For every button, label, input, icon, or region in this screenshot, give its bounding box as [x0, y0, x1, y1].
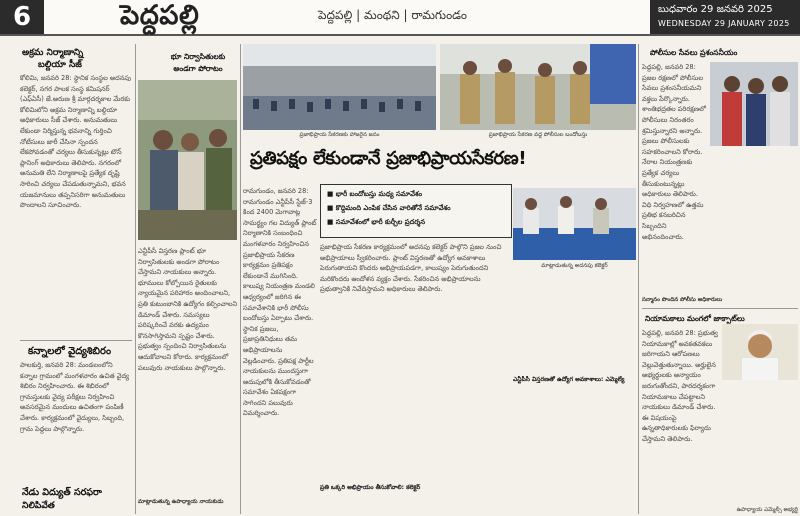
main-photo-1	[243, 44, 436, 130]
main-body-left: రామగుండం, జనవరి 28: రామగుండం ఎన్టీపీసీ స్టేజ్-3 కింద 2400 మెగావాట్ల సామర్థ్యం గల విద్యుత్ ప్లాంట్ నిర్మాణానికి సంబంధించి మంగళవారం నిర్వహించిన ప్రజాభిప్రాయ సేకరణ కార్యక్రమం ప్రతిపక్షం లేకుండానే ముగిసింది. కాలుష్య నియంత్రణ మండలి ఆధ్వర్యంలో జరిగిన ఈ సమావేశానికి భారీ పోలీసు బందోబస్తు ఏర్పాటు చేశారు. స్థానిక ప్రజలు, ప్రజాప్రతినిధులు తమ అభిప్రాయాలను వెల్లడించారు. ప్రతిపక్ష పార్టీల నాయకులను ముందస్తుగా అదుపులోకి తీసుకోవడంతో సమావేశం ఏకపక్షంగా సాగిందని పలువురు విమర్శించారు.	[243, 187, 317, 418]
col1-divider	[20, 340, 132, 341]
col2-headline-line2: అండగా పోరాటం	[173, 64, 223, 73]
edition-title: పెద్దపల్లి	[120, 0, 200, 31]
date-telugu: బుధవారం 29 జనవరి 2025	[658, 4, 773, 15]
police-photo-image	[440, 44, 636, 130]
subsection-title: ఎన్టీపీసీ విస్తరణతో ఉద్యోగ అవకాశాలు: ఎమ్మెల్యే	[513, 376, 625, 383]
col1-story2-headline: కన్నాలలో వైద్యశిబిరం	[28, 346, 112, 357]
main-photo-1-caption: ప్రజాభిప్రాయ సేకరణకు హాజరైన జనం	[299, 132, 380, 138]
col4-story2-body: పెద్దపల్లి, జనవరి 28: ప్రభుత్వ నియామకాల్లో అవకతవకలు జరిగాయని ఆరోపణలు వెల్లువెత్తుతున్నాయి. అర్హులైన అభ్యర్థులకు అన్యాయం జరుగుతోందని, పారదర్శకంగా నియామకాలు చేపట్టాలని నాయకులు డిమాండ్ చేశారు. ఈ విషయంపై ఉన్నతాధికారులకు ఫిర్యాదు చేస్తామని తెలిపారు.	[642, 329, 718, 443]
column-divider	[135, 44, 136, 514]
column-divider-3	[638, 44, 639, 514]
award-photo-image	[710, 62, 798, 146]
col1-story3-headline: నేడు విద్యుత్ సరఫరా	[22, 487, 102, 498]
date-english: WEDNESDAY 29 JANUARY 2025	[658, 19, 790, 28]
col4-story1-body: పెద్దపల్లి, జనవరి 28: ప్రజల రక్షణలో పోలీసుల సేవలు ప్రశంసనీయమని వక్తలు పేర్కొన్నారు. శాంతిభద్రతల పరిరక్షణలో పోలీసులు నిరంతరం శ్రమిస్తున్నారని అన్నారు. ప్రజలు పోలీసులకు సహకరించాలని కోరారు. నేరాల నియంత్రణకు ప్రత్యేక చర్యలు తీసుకుంటున్నట్లు అధికారులు తెలిపారు. విధి నిర్వహణలో ఉత్తమ ప్రతిభ కనబరిచిన సిబ్బందిని అభినందించారు.	[642, 63, 706, 241]
highlight-item: ■ భారీ బందోబస్తు మధ్య సమావేశం	[327, 190, 423, 198]
edition-subtitle: పెద్దపల్లి | మంథని | రామగుండం	[318, 8, 467, 22]
page-number: 6	[0, 0, 44, 34]
col1-story1-headline: అక్రమ నిర్మాణాన్ని	[22, 48, 84, 58]
col4-photo-1-caption: సన్మానం పొందిన పోలీసు అధికారులు	[642, 297, 723, 303]
highlight-text: భారీ బందోబస్తు మధ్య సమావేశం	[335, 190, 423, 198]
date-box	[650, 0, 800, 34]
col4-divider	[642, 308, 798, 309]
col2-photo	[138, 80, 237, 240]
col1-story3-subhead: నిలిపివేత	[22, 501, 55, 511]
portrait-photo-image	[722, 324, 798, 380]
highlight-text: కొద్దిమంది ఎంపిక చేసిన వారితోనే సమావేశం	[335, 204, 451, 212]
protest-photo-image	[138, 80, 237, 240]
crowd-photo-image	[243, 44, 436, 130]
col1-story2-body: పాలకుర్తి, జనవరి 28: మండలంలోని కన్నాల గ్రామంలో మంగళవారం ఉచిత వైద్య శిబిరం నిర్వహించారు. ఈ శిబిరంలో గ్రామస్తులకు వైద్య పరీక్షలు నిర్వహించి అవసరమైన మందులు ఉచితంగా పంపిణీ చేశారు. కార్యక్రమంలో వైద్యులు, సిబ్బంది, గ్రామ పెద్దలు పాల్గొన్నారు.	[20, 361, 130, 433]
highlights-box	[320, 184, 512, 238]
col4-photo-2	[722, 324, 798, 380]
officials-photo-image	[513, 188, 636, 260]
col2-caption: మాట్లాడుతున్న ఉపాధ్యాయ నాయకుడు	[138, 499, 224, 505]
highlight-item: ■ కొద్దిమంది ఎంపిక చేసిన వారితోనే సమావేశం	[327, 204, 451, 212]
main-photo-2-caption: ప్రజాభిప్రాయ సేకరణ వద్ద పోలీసుల బందోబస్తు	[488, 132, 588, 138]
main-photo-3-caption: మాట్లాడుతున్న అదనపు కలెక్టర్	[541, 263, 608, 269]
main-photo-3	[513, 188, 636, 260]
col1-story1-subhead: బల్దియా సీజ్	[38, 60, 82, 70]
main-body-center: ప్రజాభిప్రాయ సేకరణ కార్యక్రమంలో అదనపు కలెక్టర్ పాల్గొని ప్రజల నుంచి అభిప్రాయాలు స్వీకరించారు. ప్లాంట్ విస్తరణతో ఉద్యోగ అవకాశాలు పెరుగుతాయని కొందరు అభిప్రాయపడగా, కాలుష్యం పెరుగుతుందని మరికొందరు ఆందోళన వ్యక్తం చేశారు. సేకరించిన అభిప్రాయాలను ప్రభుత్వానికి నివేదిస్తామని అధికారులు తెలిపారు.	[320, 243, 502, 294]
subsection-title: ప్రతి ఒక్కరి అభిప్రాయం తీసుకోవాలి: కలెక్టర్	[320, 484, 421, 491]
highlight-text: సమావేశంలో భారీ కుర్చీల ప్రదర్శన	[335, 218, 425, 226]
highlight-item: ■ సమావేశంలో భారీ కుర్చీల ప్రదర్శన	[327, 218, 425, 226]
col2-headline-line1: భూ నిర్వాసితులకు	[170, 52, 226, 61]
col4-story1-headline: పోలీసుల సేవలు ప్రశంసనీయం	[650, 48, 738, 57]
main-headline: ప్రతిపక్షం లేకుండానే ప్రజాభిప్రాయసేకరణ!	[250, 148, 527, 169]
col4-story2-headline: నియామకాలు మంగలో జాక్పాట్‌లు	[645, 314, 745, 323]
col1-story1-body: కోలిమి, జనవరి 28: స్థానిక సంస్థల అదనపు కలెక్టర్, నగర పాలక సంస్థ కమిషనర్ (ఎఫ్ఏసీ) జే.అరుణ శ్రీ మార్గదర్శకాల మేరకు కోలిమిలోని అక్రమ నిర్మాణాన్ని బల్దియా అధికారులు సీజ్ చేశారు. అనుమతులు లేకుండా నిర్మిస్తున్న భవనాన్ని గుర్తించి నోటీసులు జారీ చేసినా స్పందన లేకపోవడంతో చర్యలు తీసుకున్నట్లు టౌన్ ప్లానింగ్ అధికారులు తెలిపారు. నగరంలో అనుమతి లేని నిర్మాణాలపై ప్రత్యేక దృష్టి సారించి చర్యలు చేపడుతున్నామని, భవన యజమానులు తప్పనిసరిగా అనుమతులు పొందాలని సూచించారు.	[20, 74, 131, 210]
col4-photo-1	[710, 62, 798, 146]
column-divider-2	[240, 44, 241, 514]
main-photo-2	[440, 44, 636, 130]
col2-body: ఎన్టీపీసీ విస్తరణ ప్లాంట్ భూ నిర్వాసితులకు అండగా పోరాటం చేస్తామని నాయకులు అన్నారు. భూములు కోల్పోయిన రైతులకు న్యాయమైన పరిహారం అందించాలని, ప్రతి కుటుంబానికి ఉద్యోగం కల్పించాలని డిమాండ్ చేశారు. సమస్యలు పరిష్కరించే వరకు ఉద్యమం కొనసాగిస్తామని స్పష్టం చేశారు. ప్రభుత్వం స్పందించి నిర్వాసితులను ఆదుకోవాలని కోరారు. కార్యక్రమంలో పలువురు నాయకులు పాల్గొన్నారు.	[138, 247, 238, 372]
col4-photo-2-caption: ఉపాధ్యాయ ఎమ్మెల్సీ అభ్యర్థి	[736, 507, 798, 513]
